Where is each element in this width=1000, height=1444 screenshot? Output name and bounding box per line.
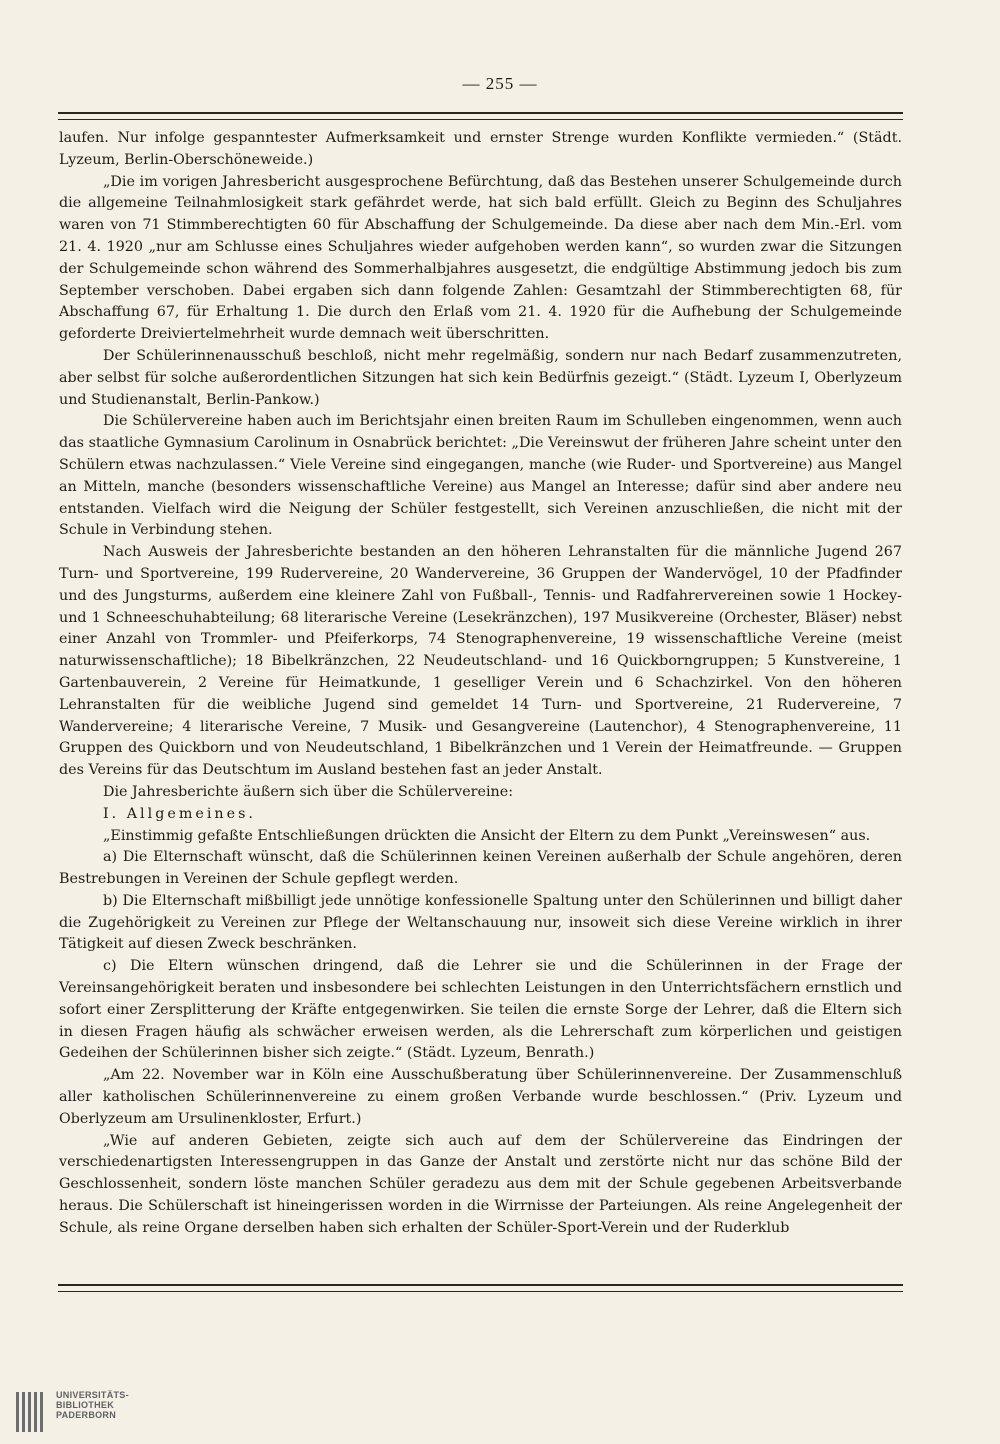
list-item: b) Die Elternschaft mißbilligt jede unnötige konfessionelle Spaltung unter den Schülerinnen und billigt daher die Zugehörigkeit zu Vereinen zur Pflege der Weltanschauung nur, insoweit sich diese Vereine wirklich in ihrer Tätigkeit auf diesen Zweck beschränken. [59,892,902,953]
paragraph: „Wie auf anderen Gebieten, zeigte sich auch auf dem der Schülervereine das Eindringen der verschiedenartigsten Interessengruppen in das Ganze der Anstalt und zerstörte nicht nur das schöne Bild der Geschlossenheit, sondern löste manchen Schüler geradezu aus dem mit der Schule gegebenen Arbeitsverbande heraus. Die Schülerschaft ist hineingerissen worden in die Wirrnisse der Parteiungen. Als reine Angelegenheit der Schule, als reine Organe derselben haben sich erhalten der Schüler-Sport-Verein und der Ruderklub [59,1132,902,1236]
library-logo [0,1378,240,1444]
section-heading: I. Allgemeines. [103,805,256,822]
list-item: a) Die Elternschaft wünscht, daß die Schülerinnen keinen Vereinen außerhalb der Schule angehören, deren Bestrebungen in Vereinen der Schule gepflegt werden. [59,849,902,888]
logo-line: BIBLIOTHEK [56,1400,114,1410]
barcode-logo-icon [16,1392,46,1432]
paragraph: „Am 22. November war in Köln eine Ausschußberatung über Schülerinnenvereine. Der Zusammenschluß aller katholischen Schülerinnenvereine zu einem großen Verbande wurde beschlossen.“ (Priv. Lyzeum und Oberlyzeum am Ursulinenkloster, Erfurt.) [59,1067,902,1127]
paragraph: „Einstimmig gefaßte Entschließungen drückten die Ansicht der Eltern zu dem Punkt „Vereinswesen“ aus. [103,827,871,844]
paragraph: laufen. Nur infolge gespanntester Aufmerksamkeit und ernster Strenge wurden Konflikte vermieden.“ (Städt. Lyzeum, Berlin-Oberschöneweide.) [59,130,902,168]
bottom-double-rule [58,1284,903,1292]
paragraph: Die Jahresberichte äußern sich über die Schülervereine: [103,783,514,800]
logo-line: UNIVERSITÄTS- [56,1390,129,1400]
page-number: — 255 — [462,74,538,93]
list-item: c) Die Eltern wünschen dringend, daß die Lehrer sie und die Schülerinnen in der Frage der Vereinsangehörigkeit beraten und insbesondere bei schlechten Leistungen in den Unterrichtsfächern ernstlich und sofort einer Zersplitterung der Kräfte entgegenwirken. Sie teilen die ernste Sorge der Lehrer, daß die Eltern sich in diesen Fragen häufig als schwächer erweisen werden, als die Lehrerschaft zum körperlichen und geistigen Gedeihen der Schülerinnen bisher sich zeigte.“ (Städt. Lyzeum, Benrath.) [59,958,902,1062]
paragraph: Die Schülervereine haben auch im Berichtsjahr einen breiten Raum im Schulleben eingenommen, wenn auch das staatliche Gymnasium Carolinum in Osnabrück berichtet: „Die Vereinswut der früheren Jahre scheint unter den Schülern etwas nachzulassen.“ Viele Vereine sind eingegangen, manche (wie Ruder- und Sportvereine) aus Mangel an Mitteln, manche (besonders wissenschaftliche Vereine) aus Mangel an Interesse; dafür sind aber andere neu entstanden. Vielfach wird die Neigung der Schüler festgestellt, sich Vereinen anzuschließen, die nicht mit der Schule in Verbindung stehen. [59,413,902,539]
body-text [59,128,902,1240]
paragraph: Der Schülerinnenausschuß beschloß, nicht mehr regelmäßig, sondern nur nach Bedarf zusammenzutreten, aber selbst für solche außerordentlichen Sitzungen hat sich kein Bedürfnis gezeigt.“ (Städt. Lyzeum I, Oberlyzeum und Studienanstalt, Berlin-Pankow.) [59,347,902,408]
paragraph: „Die im vorigen Jahresbericht ausgesprochene Befürchtung, daß das Bestehen unserer Schulgemeinde durch die allgemeine Teilnahmlosigkeit stark gefährdet werde, hat sich bald erfüllt. Gleich zu Beginn des Schuljahres waren von 71 Stimmberechtigten 60 für Abschaffung der Schulgemeinde. Da diese aber nach dem Min.-Erl. vom 21. 4. 1920 „nur am Schlusse eines Schuljahres wieder aufgehoben werden kann“, so wurden zwar die Sitzungen der Schulgemeinde schon während des Sommerhalbjahres ausgesetzt, die endgültige Abstimmung jedoch bis zum September verschoben. Dabei ergaben sich dann folgende Zahlen: Gesamtzahl der Stimmberechtigten 68, für Abschaffung 67, für Erhaltung 1. Die durch den Erlaß vom 21. 4. 1920 für die Aufhebung der Schulgemeinde geforderte Dreiviertelmehrheit wurde demnach weit überschritten. [59,173,902,343]
logo-line: PADERBORN [56,1410,117,1420]
paragraph: Nach Ausweis der Jahresberichte bestanden an den höheren Lehranstalten für die männliche Jugend 267 Turn- und Sportvereine, 199 Rudervereine, 20 Wandervereine, 36 Gruppen der Wandervögel, 10 der Pfadfinder und des Jungsturms, außerdem eine kleinere Zahl von Fußball-, Tennis- und Radfahrervereinen sowie 1 Hockey- und 1 Schneeschuhabteilung; 68 literarische Vereine (Lesekränzchen), 197 Musikvereine (Orchester, Bläser) nebst einer Anzahl von Trommler- und Pfeiferkorps, 74 Stenographenvereine, 19 wissenschaftliche Vereine (meist naturwissenschaftliche); 18 Bibelkränzchen, 22 Neudeutschland- und 16 Quickborngruppen; 5 Kunstvereine, 1 Gartenbauverein, 2 Vereine für Heimatkunde, 1 geselliger Verein und 6 Schachzirkel. Von den höheren Lehranstalten für die weibliche Jugend sind gemeldet 14 Turn- und Sportvereine, 21 Rudervereine, 7 Wandervereine; 4 literarische Vereine, 7 Musik- und Gesangvereine (Lautenchor), 4 Stenographenvereine, 11 Gruppen des Quickborn und von Neudeutschland, 1 Bibelkränzchen und 1 Verein der Heimatfreunde. — Gruppen des Vereins für das Deutschtum im Ausland bestehen fast an jeder Anstalt. [59,544,902,779]
top-double-rule [58,112,903,120]
